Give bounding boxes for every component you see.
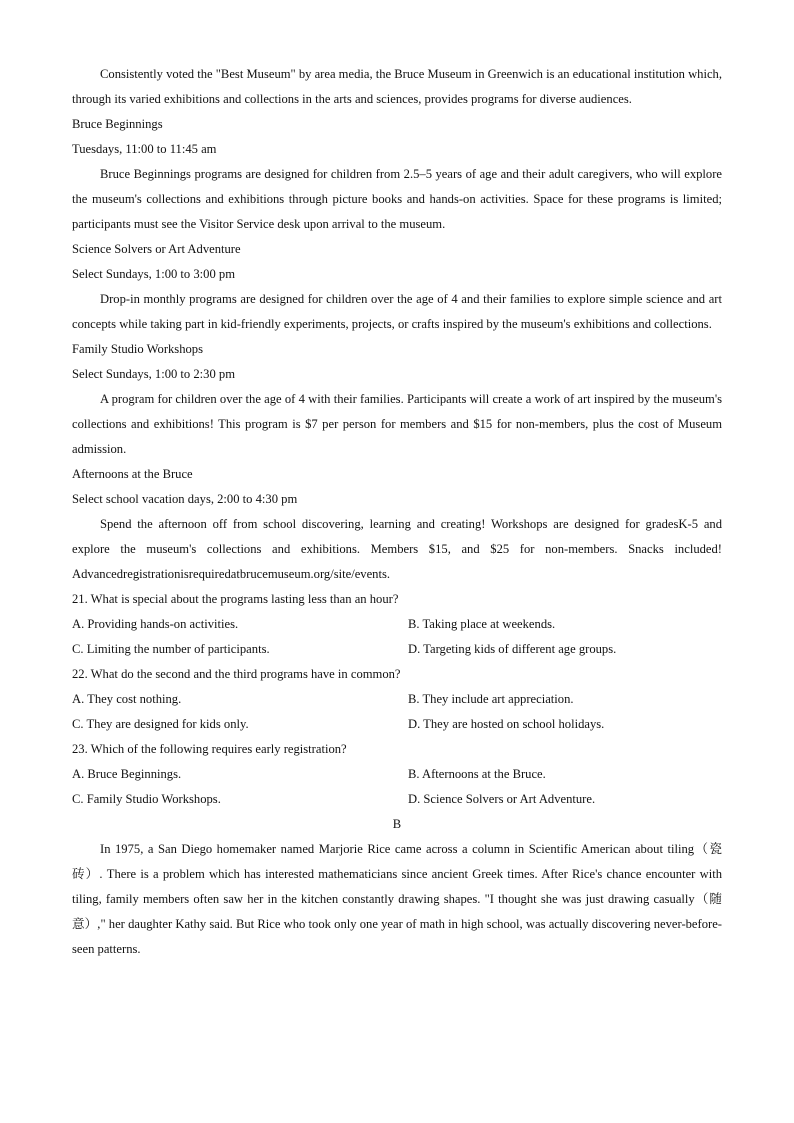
option-b: B. Afternoons at the Bruce. bbox=[408, 767, 546, 781]
option-b: B. They include art appreciation. bbox=[408, 692, 574, 706]
option-c: C. Family Studio Workshops. bbox=[72, 792, 221, 806]
program-description: A program for children over the age of 4 with their families. Participants will create a work of art inspired by the museum's collections and exhibitions! This program is $7 per person for members and $15 for non-members, plus the cost of Museum admission. bbox=[72, 392, 722, 456]
option-a: A. Providing hands-on activities. bbox=[72, 617, 239, 631]
option-a: A. Bruce Beginnings. bbox=[72, 767, 182, 781]
program-time: Select Sundays, 1:00 to 2:30 pm bbox=[72, 367, 236, 381]
program-time: Select Sundays, 1:00 to 3:00 pm bbox=[72, 267, 236, 281]
program-title: Science Solvers or Art Adventure bbox=[72, 242, 241, 256]
question-stem: 23. Which of the following requires early registration? bbox=[72, 742, 347, 756]
option-d: D. Science Solvers or Art Adventure. bbox=[408, 792, 596, 806]
section-label: B bbox=[392, 817, 402, 831]
option-c: C. They are designed for kids only. bbox=[72, 717, 249, 731]
question-stem: 22. What do the second and the third programs have in common? bbox=[72, 667, 401, 681]
program-time: Tuesdays, 11:00 to 11:45 am bbox=[72, 142, 217, 156]
option-d: D. They are hosted on school holidays. bbox=[408, 717, 605, 731]
options-row bbox=[72, 687, 722, 712]
section-b-paragraph: In 1975, a San Diego homemaker named Marjorie Rice came across a column in Scientific American about tiling（瓷砖）. There is a problem which has interested mathematicians since ancient Greek times. After Rice's chance encounter with tiling, family members often saw her in the kitchen constantly drawing shapes. "I thought she was just drawing casually（随意）," her daughter Kathy said. But Rice who took only one year of math in high school, was actually discovering never-before-seen patterns. bbox=[72, 842, 722, 956]
intro-paragraph: Consistently voted the "Best Museum" by area media, the Bruce Museum in Greenwich is an educational institution which, through its varied exhibitions and collections in the arts and sciences, provides programs for diverse audiences. bbox=[72, 67, 723, 106]
program-description: Bruce Beginnings programs are designed for children from 2.5–5 years of age and their adult caregivers, who will explore the museum's collections and exhibitions through picture books and hands-on activities. Space for these programs is limited; participants must see the Visitor Service desk upon arrival to the museum. bbox=[72, 167, 722, 231]
program-title: Family Studio Workshops bbox=[72, 342, 204, 356]
program-time: Select school vacation days, 2:00 to 4:30 pm bbox=[72, 492, 298, 506]
option-d: D. Targeting kids of different age groups. bbox=[408, 642, 617, 656]
options-row bbox=[72, 712, 722, 737]
option-b: B. Taking place at weekends. bbox=[408, 617, 556, 631]
document-page bbox=[72, 62, 722, 962]
options-row bbox=[72, 612, 722, 637]
question-stem: 21. What is special about the programs lasting less than an hour? bbox=[72, 592, 399, 606]
options-row bbox=[72, 762, 722, 787]
program-description: Spend the afternoon off from school discovering, learning and creating! Workshops are designed for gradesK-5 and explore the museum's collections and exhibitions. Members $15, and $25 for non-members. Snacks included! Advancedregistrationisrequiredatbrucemuseum.org/site/events. bbox=[72, 517, 722, 581]
program-title: Bruce Beginnings bbox=[72, 117, 163, 131]
option-a: A. They cost nothing. bbox=[72, 692, 182, 706]
program-description: Drop-in monthly programs are designed for children over the age of 4 and their families to explore simple science and art concepts while taking part in kid-friendly experiments, projects, or crafts inspired by the museum's exhibitions and collections. bbox=[72, 292, 722, 331]
program-title: Afternoons at the Bruce bbox=[72, 467, 193, 481]
options-row bbox=[72, 787, 722, 812]
option-c: C. Limiting the number of participants. bbox=[72, 642, 270, 656]
options-row bbox=[72, 637, 722, 662]
